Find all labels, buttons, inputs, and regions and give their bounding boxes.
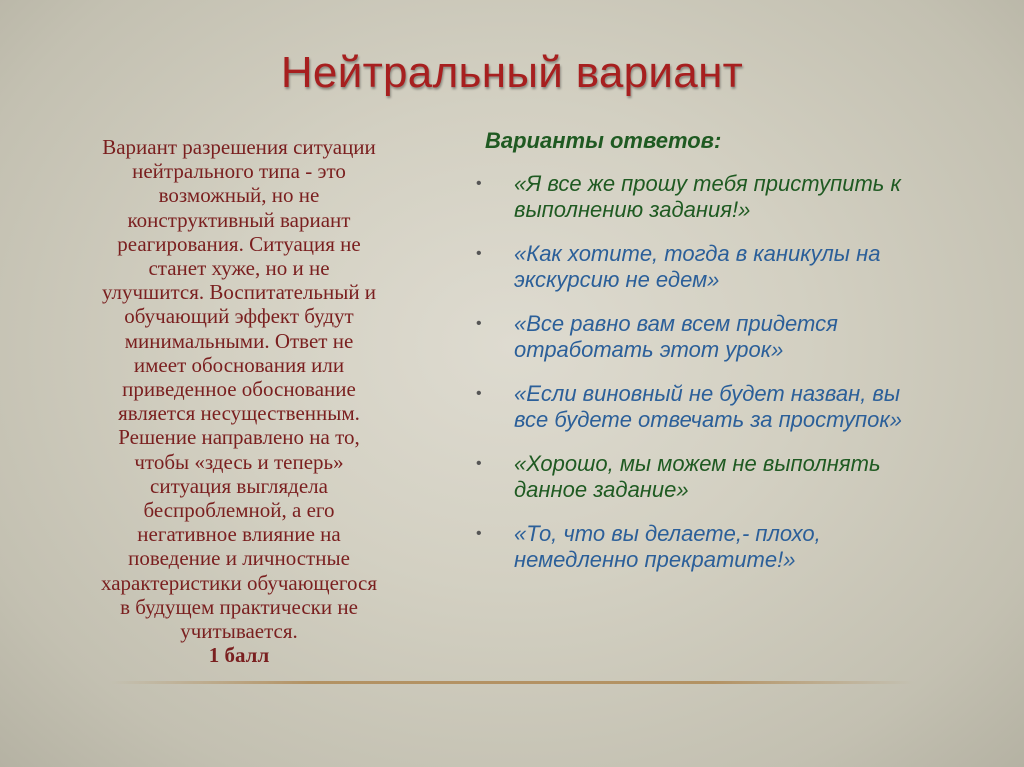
answer-line: «Хорошо, мы можем не выполнять xyxy=(514,451,881,476)
slide-title: Нейтральный вариант xyxy=(280,48,744,97)
description-line: минимальными. Ответ не xyxy=(124,328,354,353)
answer-line: «Если виновный не будет назван, вы xyxy=(514,381,901,406)
description-line: в будущем практически не xyxy=(120,594,358,619)
answer-line: «То, что вы делаете,- плохо, xyxy=(514,521,821,546)
answer-line: все будете отвечать за проступок» xyxy=(514,407,902,432)
bullet-icon: • xyxy=(476,315,482,332)
answer-line: немедленно прекратите!» xyxy=(514,547,796,572)
answer-item xyxy=(473,381,993,433)
answers-list xyxy=(473,171,993,573)
answer-item xyxy=(473,311,993,363)
description-line: Вариант разрешения ситуации xyxy=(102,135,376,159)
description-line: является несущественным. xyxy=(118,401,360,426)
bullet-icon: • xyxy=(476,245,482,262)
description-block xyxy=(58,135,420,667)
bullet-icon: • xyxy=(476,455,482,472)
description-line: реагирования. Ситуация не xyxy=(117,231,361,256)
answer-item xyxy=(473,521,993,573)
answer-line: «Как хотите, тогда в каникулы на xyxy=(514,241,881,266)
bullet-icon: • xyxy=(476,525,482,542)
answer-line: экскурсию не едем» xyxy=(514,267,720,292)
answer-item xyxy=(473,171,993,223)
description-line: беспроблемной, а его xyxy=(143,498,335,523)
description-line: имеет обоснования или xyxy=(133,352,345,377)
answer-line: «Все равно вам всем придется xyxy=(514,311,838,336)
description-line: поведение и личностные xyxy=(128,546,350,571)
answer-item xyxy=(473,241,993,293)
description-line: возможный, но не xyxy=(158,183,320,208)
description-line: учитывается. xyxy=(180,619,298,644)
description-line: улучшится. Воспитательный и xyxy=(101,280,377,305)
description-line: ситуация выглядела xyxy=(150,473,328,498)
answer-line: отработать этот урок» xyxy=(514,337,784,362)
description-line: приведенное обоснование xyxy=(122,377,356,402)
description-line: характеристики обучающегося xyxy=(101,570,377,595)
description-line: обучающий эффект будут xyxy=(124,304,354,329)
description-line: станет хуже, но и не xyxy=(148,256,330,281)
answer-line: выполнению задания!» xyxy=(514,197,751,222)
description-line: негативное влияние на xyxy=(137,522,341,547)
footer-divider xyxy=(110,681,914,684)
bullet-icon: • xyxy=(476,175,482,192)
description-line: нейтрального типа - это xyxy=(132,159,346,184)
description-line: Решение направлено на то, xyxy=(118,425,360,450)
answer-line: данное задание» xyxy=(514,477,689,502)
score-label: 1 балл xyxy=(208,643,270,668)
bullet-icon: • xyxy=(476,385,482,402)
description-line: конструктивный вариант xyxy=(127,207,351,232)
answers-block xyxy=(473,128,993,591)
description-line: чтобы «здесь и теперь» xyxy=(134,449,344,474)
answer-item xyxy=(473,451,993,503)
answers-title: Варианты ответов: xyxy=(485,128,722,153)
answer-line: «Я все же прошу тебя приступить к xyxy=(514,171,901,196)
